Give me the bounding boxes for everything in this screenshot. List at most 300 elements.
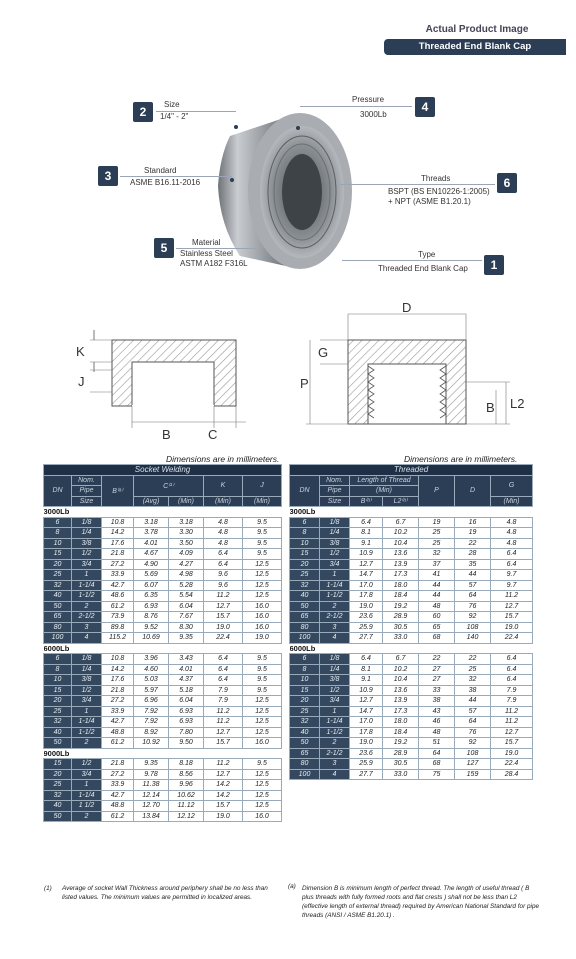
dim-note-right: Dimensions are in millimeters. <box>404 454 518 464</box>
table-cell: 2-1/2 <box>320 748 350 759</box>
table-cell: 1/8 <box>320 654 350 665</box>
table-cell: 4.09 <box>169 549 204 560</box>
section-label: 9000Lb <box>44 748 282 759</box>
table-cell: 7.9 <box>204 685 243 696</box>
table-cell: 17.8 <box>350 591 383 602</box>
table-cell: 1-1/4 <box>72 790 102 801</box>
table-cell: 15 <box>290 685 320 696</box>
table-cell: 7.92 <box>134 717 169 728</box>
table-row <box>44 654 282 665</box>
dim-b: B <box>162 427 171 442</box>
table-row <box>290 528 533 539</box>
table-cell: 60 <box>419 612 455 623</box>
table-cell: 19 <box>455 528 491 539</box>
table-cell: 3.96 <box>134 654 169 665</box>
table-cell: 33.9 <box>102 780 134 791</box>
table-cell: 16.0 <box>243 601 282 612</box>
table-cell: 12.12 <box>169 811 204 822</box>
table-cell: 27.7 <box>350 633 383 644</box>
table-cell: 4.98 <box>169 570 204 581</box>
table-cell: 2-1/2 <box>72 612 102 623</box>
table-cell: 12.7 <box>204 601 243 612</box>
table-cell: 6.4 <box>491 664 533 675</box>
col-length: Length of Thread <box>350 475 419 486</box>
table-cell: 1/2 <box>72 685 102 696</box>
table-cell: 9.78 <box>134 769 169 780</box>
table-cell: 65 <box>290 612 320 623</box>
table-row <box>44 601 282 612</box>
table-row <box>290 612 533 623</box>
table-cell: 32 <box>455 675 491 686</box>
table-cell: 16.0 <box>243 622 282 633</box>
table-cell: 115.2 <box>102 633 134 644</box>
footnote-1: Average of socket Wall Thickness around periphery shall be no less than listed values. The minimum values are permitted in localized areas. <box>62 885 268 901</box>
table-cell: 3/4 <box>72 696 102 707</box>
table-cell: 19.0 <box>204 622 243 633</box>
table-row <box>44 696 282 707</box>
section-label: 3000Lb <box>44 507 282 518</box>
table-row <box>44 727 282 738</box>
table-row <box>290 580 533 591</box>
table-cell: 1-1/4 <box>72 717 102 728</box>
table-cell: 8.18 <box>169 759 204 770</box>
table-cell: 4.37 <box>169 675 204 686</box>
col-length-min: (Min) <box>350 486 419 497</box>
table-cell: 6.07 <box>134 580 169 591</box>
table-cell: 6.93 <box>169 717 204 728</box>
table-cell: 9.6 <box>204 580 243 591</box>
table-row <box>290 706 533 717</box>
table-cell: 73.9 <box>102 612 134 623</box>
table-cell: 6.4 <box>350 517 383 528</box>
table-cell: 14.2 <box>102 664 134 675</box>
table-cell: 15 <box>290 549 320 560</box>
table-cell: 9.6 <box>204 570 243 581</box>
table-cell: 61.2 <box>102 738 134 749</box>
table-cell: 6.96 <box>134 696 169 707</box>
table-cell: 5.28 <box>169 580 204 591</box>
table-cell: 2 <box>72 738 102 749</box>
table-cell: 6 <box>290 654 320 665</box>
table-cell: 3/4 <box>72 769 102 780</box>
table-cell: 64 <box>455 591 491 602</box>
table-cell: 4.01 <box>169 664 204 675</box>
callout-pressure-value: 3000Lb <box>360 110 387 119</box>
table-cell: 27.2 <box>102 769 134 780</box>
table-cell: 9.7 <box>491 580 533 591</box>
table-cell: 12.5 <box>243 727 282 738</box>
table-cell: 42.7 <box>102 790 134 801</box>
table-cell: 25 <box>44 570 72 581</box>
table-cell: 1-1/4 <box>320 717 350 728</box>
table-cell: 3/8 <box>320 538 350 549</box>
table-cell: 8.56 <box>169 769 204 780</box>
table-cell: 11.2 <box>491 706 533 717</box>
table-cell: 12.5 <box>243 801 282 812</box>
table-row <box>290 549 533 560</box>
leader-line <box>156 111 236 112</box>
table-cell: 6.4 <box>491 549 533 560</box>
table-row <box>44 801 282 812</box>
table-cell: 19.0 <box>491 622 533 633</box>
table-row <box>290 601 533 612</box>
table-cell: 16 <box>455 517 491 528</box>
table-cell: 12.5 <box>243 580 282 591</box>
table-cell: 9.96 <box>169 780 204 791</box>
table-cell: 14.2 <box>204 790 243 801</box>
table-row <box>290 559 533 570</box>
table-cell: 4.8 <box>204 528 243 539</box>
table-cell: 3/4 <box>320 696 350 707</box>
table-cell: 89.8 <box>102 622 134 633</box>
table-cell: 8.1 <box>350 664 383 675</box>
col-b: B⁽ᵃ⁾ <box>102 475 134 507</box>
table-row <box>44 580 282 591</box>
table-cell: 42.7 <box>102 717 134 728</box>
table-cell: 27.2 <box>102 696 134 707</box>
table-cell: 7.9 <box>491 685 533 696</box>
table-cell: 3.78 <box>134 528 169 539</box>
dim-k: K <box>76 344 85 359</box>
table-cell: 10.69 <box>134 633 169 644</box>
col-nom: Nom. <box>72 475 102 486</box>
leader-line <box>342 260 482 261</box>
table-cell: 15.7 <box>204 738 243 749</box>
table-cell: 1/2 <box>72 759 102 770</box>
table-cell: 10.2 <box>383 528 419 539</box>
table-row <box>44 549 282 560</box>
dim-b-thread: B <box>486 400 495 415</box>
table-cell: 12.5 <box>243 706 282 717</box>
table-cell: 12.5 <box>243 696 282 707</box>
table-cell: 22 <box>455 654 491 665</box>
table-cell: 10 <box>290 538 320 549</box>
table-row <box>290 748 533 759</box>
table-cell: 43 <box>419 706 455 717</box>
dim-note-left: Dimensions are in millimeters. <box>166 454 280 464</box>
dim-d: D <box>402 300 412 315</box>
table-cell: 3/4 <box>72 559 102 570</box>
table-cell: 5.97 <box>134 685 169 696</box>
table-cell: 1 1/2 <box>72 801 102 812</box>
table-cell: 80 <box>290 622 320 633</box>
table-row <box>44 517 282 528</box>
threaded-table <box>289 464 533 780</box>
table-cell: 25 <box>44 706 72 717</box>
table-cell: 65 <box>290 748 320 759</box>
table-cell: 68 <box>419 633 455 644</box>
table-cell: 3.43 <box>169 654 204 665</box>
table-row <box>290 675 533 686</box>
table-cell: 1/2 <box>72 549 102 560</box>
leader-line <box>300 106 412 107</box>
table-cell: 10.62 <box>169 790 204 801</box>
table-cell: 21.8 <box>102 549 134 560</box>
table-cell: 10 <box>44 538 72 549</box>
table-cell: 38 <box>455 685 491 696</box>
table-cell: 11.38 <box>134 780 169 791</box>
col-g: G <box>491 475 533 496</box>
table-cell: 7.92 <box>134 706 169 717</box>
table-cell: 50 <box>44 601 72 612</box>
table-cell: 3.50 <box>169 538 204 549</box>
table-cell: 6.7 <box>383 654 419 665</box>
table-cell: 1-1/2 <box>72 727 102 738</box>
table-cell: 4.8 <box>491 538 533 549</box>
table-cell: 20 <box>44 696 72 707</box>
table-row <box>290 738 533 749</box>
table-cell: 41 <box>419 570 455 581</box>
table-cell: 1 <box>320 570 350 581</box>
table-cell: 64 <box>419 748 455 759</box>
callout-material-value: Stainless Steel <box>180 249 233 258</box>
table-cell: 6.4 <box>491 654 533 665</box>
table-cell: 4.8 <box>204 538 243 549</box>
col-dn: DN <box>290 475 320 507</box>
table-cell: 75 <box>419 769 455 780</box>
table-row <box>290 769 533 780</box>
table-cell: 6.93 <box>169 706 204 717</box>
table-cell: 13.6 <box>383 685 419 696</box>
table-row <box>44 717 282 728</box>
table-cell: 16.0 <box>243 811 282 822</box>
table-cell: 9.5 <box>243 654 282 665</box>
table-cell: 10.4 <box>383 675 419 686</box>
dim-p: P <box>300 376 309 391</box>
table-cell: 50 <box>44 738 72 749</box>
table-cell: 32 <box>44 790 72 801</box>
col-c-avg: (Avg) <box>134 496 169 507</box>
table-cell: 11.2 <box>204 706 243 717</box>
table-row <box>290 727 533 738</box>
table-cell: 1/2 <box>320 549 350 560</box>
table-cell: 18.4 <box>383 727 419 738</box>
table-cell: 6 <box>44 654 72 665</box>
table-cell: 6.4 <box>491 675 533 686</box>
table-cell: 32 <box>290 580 320 591</box>
table-cell: 8 <box>290 528 320 539</box>
table-cell: 25.9 <box>350 622 383 633</box>
table-cell: 1/2 <box>320 685 350 696</box>
table-cell: 6.4 <box>204 675 243 686</box>
table-cell: 1 <box>72 706 102 717</box>
table-cell: 57 <box>455 580 491 591</box>
table-cell: 9.5 <box>243 538 282 549</box>
table-cell: 127 <box>455 759 491 770</box>
table-row <box>290 654 533 665</box>
table-cell: 64 <box>455 717 491 728</box>
table-cell: 20 <box>44 769 72 780</box>
table-cell: 10.9 <box>350 549 383 560</box>
callout-pressure-title: Pressure <box>352 95 385 104</box>
callout-type-title: Type <box>418 250 436 259</box>
table-cell: 22 <box>455 538 491 549</box>
table-cell: 68 <box>419 759 455 770</box>
table-cell: 9.35 <box>134 759 169 770</box>
table-row <box>290 538 533 549</box>
footnote-1-mark: (1) <box>44 885 52 892</box>
table-row <box>290 622 533 633</box>
table-row <box>290 685 533 696</box>
table-cell: 76 <box>455 727 491 738</box>
col-pipe: Pipe <box>320 486 350 497</box>
table-cell: 22.4 <box>204 633 243 644</box>
table-cell: 6.93 <box>134 601 169 612</box>
table-cell: 6.4 <box>350 654 383 665</box>
table-row <box>290 570 533 581</box>
table-cell: 10.2 <box>383 664 419 675</box>
table-cell: 19 <box>419 517 455 528</box>
table-row <box>290 759 533 770</box>
table-cell: 33.0 <box>383 633 419 644</box>
table-cell: 12.7 <box>204 769 243 780</box>
table-cell: 25 <box>455 664 491 675</box>
table-cell: 10.9 <box>350 685 383 696</box>
footnote-a-mark: (a) <box>288 883 296 890</box>
table-row <box>44 612 282 623</box>
leader-line <box>120 176 232 177</box>
table-cell: 33.9 <box>102 706 134 717</box>
table-cell: 10.8 <box>102 654 134 665</box>
callout-dot <box>230 178 234 182</box>
table-cell: 4.27 <box>169 559 204 570</box>
table-row <box>44 528 282 539</box>
table-cell: 9.1 <box>350 675 383 686</box>
table-cell: 80 <box>44 622 72 633</box>
header-banner: Threaded End Blank Cap <box>384 39 566 55</box>
table-cell: 15 <box>44 549 72 560</box>
table-cell: 11.12 <box>169 801 204 812</box>
table-row <box>44 780 282 791</box>
table-cell: 48 <box>419 601 455 612</box>
table-cell: 32 <box>44 717 72 728</box>
table-cell: 4 <box>320 633 350 644</box>
table-row <box>44 738 282 749</box>
table-cell: 3/8 <box>320 675 350 686</box>
dim-c: C <box>208 427 218 442</box>
table-cell: 40 <box>290 727 320 738</box>
table-cell: 15 <box>44 685 72 696</box>
table-cell: 16.0 <box>243 738 282 749</box>
table-cell: 8 <box>44 664 72 675</box>
table-cell: 9.5 <box>243 675 282 686</box>
table-cell: 27.7 <box>350 769 383 780</box>
table-cell: 22.4 <box>491 759 533 770</box>
table-cell: 5.69 <box>134 570 169 581</box>
table-cell: 3 <box>320 759 350 770</box>
table-cell: 12.7 <box>350 696 383 707</box>
table-row <box>44 559 282 570</box>
col-k-min: (Min) <box>204 496 243 507</box>
callout-standard-title: Standard <box>144 166 177 175</box>
table-cell: 8 <box>44 528 72 539</box>
table-cell: 14.2 <box>204 780 243 791</box>
table-cell: 4.8 <box>491 528 533 539</box>
table-cell: 10 <box>290 675 320 686</box>
table-cell: 30.5 <box>383 622 419 633</box>
table-cell: 12.5 <box>243 790 282 801</box>
table-cell: 3 <box>72 622 102 633</box>
table-cell: 76 <box>455 601 491 612</box>
table-cell: 2-1/2 <box>320 612 350 623</box>
table-cell: 1-1/2 <box>320 591 350 602</box>
table-cell: 30.5 <box>383 759 419 770</box>
table-cell: 9.5 <box>243 528 282 539</box>
table-cell: 40 <box>44 727 72 738</box>
table-cell: 3/8 <box>72 675 102 686</box>
table-cell: 100 <box>290 769 320 780</box>
table-cell: 27 <box>419 664 455 675</box>
table-cell: 6.04 <box>169 601 204 612</box>
table-cell: 8.92 <box>134 727 169 738</box>
table-cell: 1 <box>320 706 350 717</box>
table-cell: 19.0 <box>243 633 282 644</box>
col-k: K <box>204 475 243 496</box>
table-row <box>44 685 282 696</box>
table-cell: 32 <box>419 549 455 560</box>
table-cell: 11.2 <box>204 759 243 770</box>
table-cell: 140 <box>455 633 491 644</box>
table-row <box>44 538 282 549</box>
col-j: J <box>243 475 282 496</box>
table-cell: 12.5 <box>243 570 282 581</box>
callout-type-value: Threaded End Blank Cap <box>378 264 468 273</box>
table-cell: 1 <box>72 570 102 581</box>
table-cell: 1/8 <box>320 517 350 528</box>
table-cell: 4.8 <box>204 517 243 528</box>
table-cell: 3/8 <box>72 538 102 549</box>
table-cell: 2 <box>320 738 350 749</box>
table-cell: 9.5 <box>243 759 282 770</box>
table-cell: 48.8 <box>102 801 134 812</box>
table-cell: 23.6 <box>350 748 383 759</box>
table-cell: 13.84 <box>134 811 169 822</box>
table-cell: 11.2 <box>204 717 243 728</box>
table-cell: 5.03 <box>134 675 169 686</box>
table-cell: 159 <box>455 769 491 780</box>
table-cell: 27.2 <box>102 559 134 570</box>
table-cell: 12.7 <box>491 601 533 612</box>
callout-material-title: Material <box>192 238 221 247</box>
table-cell: 38 <box>419 696 455 707</box>
table-cell: 17.6 <box>102 538 134 549</box>
table-cell: 15.7 <box>491 612 533 623</box>
table-row <box>44 622 282 633</box>
callout-badge-5: 5 <box>154 238 174 258</box>
table-cell: 17.0 <box>350 717 383 728</box>
callout-size-value: 1/4" - 2" <box>160 112 189 121</box>
table-cell: 10 <box>44 675 72 686</box>
col-c-min: (Min) <box>169 496 204 507</box>
table-cell: 65 <box>419 622 455 633</box>
table-cell: 61.2 <box>102 811 134 822</box>
table-cell: 11.2 <box>491 591 533 602</box>
table-cell: 50 <box>290 738 320 749</box>
table-cell: 12.7 <box>204 727 243 738</box>
table-row <box>290 696 533 707</box>
table-cell: 92 <box>455 612 491 623</box>
table-cell: 20 <box>290 559 320 570</box>
dim-g: G <box>318 345 329 360</box>
table-cell: 3/4 <box>320 559 350 570</box>
table-cell: 8.1 <box>350 528 383 539</box>
table-cell: 6.4 <box>204 664 243 675</box>
col-nom: Nom. <box>320 475 350 486</box>
table-cell: 11.2 <box>204 591 243 602</box>
table-cell: 48.8 <box>102 727 134 738</box>
table-cell: 17.3 <box>383 570 419 581</box>
table-cell: 15.7 <box>204 612 243 623</box>
